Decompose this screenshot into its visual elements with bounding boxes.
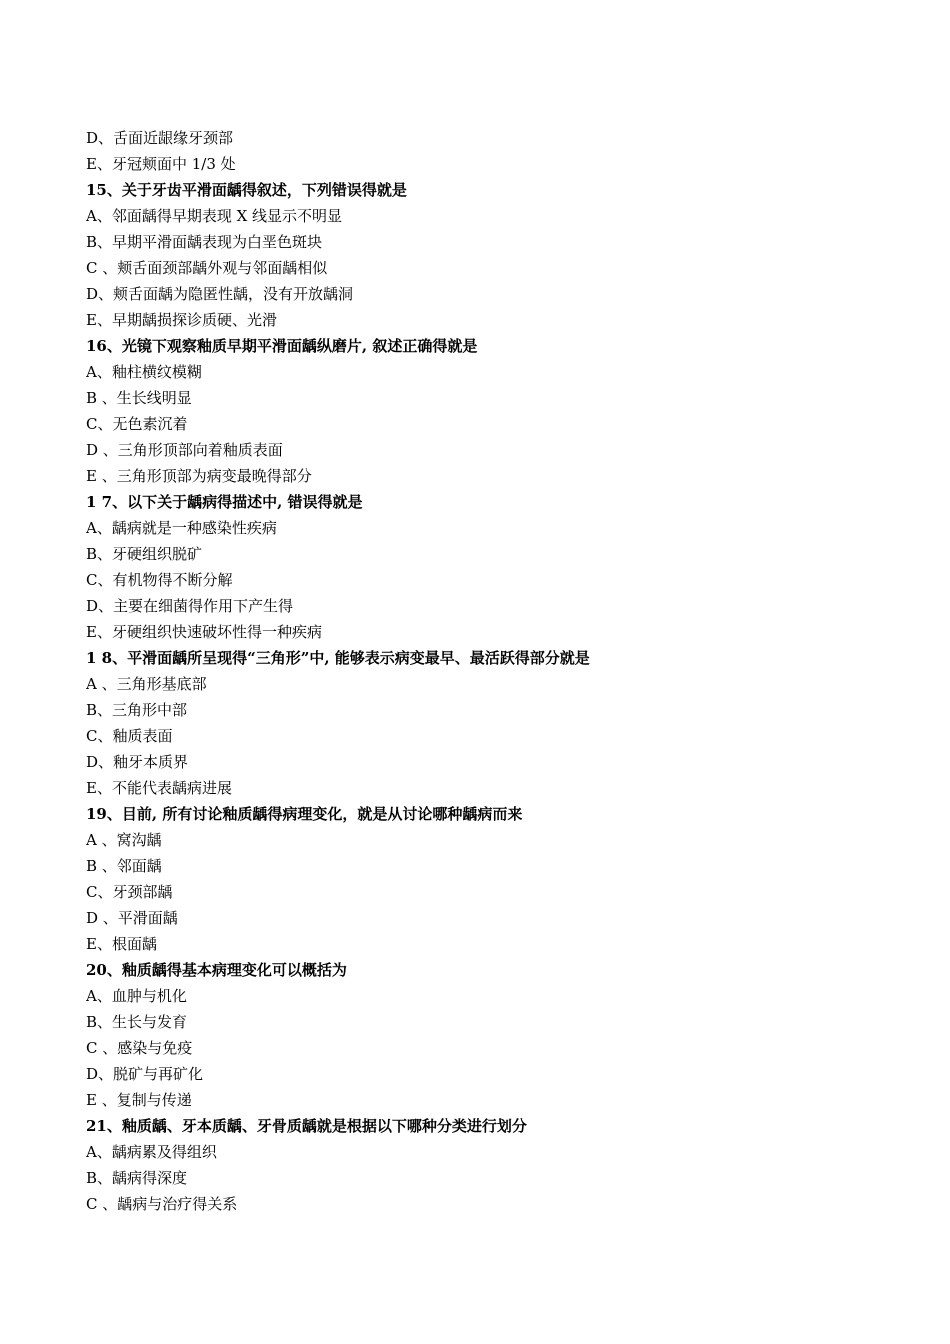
- document-body: [86, 125, 886, 1217]
- option-line: D、釉牙本质界: [86, 753, 189, 771]
- option-line: A、邻面龋得早期表现 X 线显示不明显: [86, 207, 343, 225]
- option-line: D、脱矿与再矿化: [86, 1065, 204, 1083]
- option-line: E 、复制与传递: [86, 1091, 192, 1109]
- option-line: D、颊舌面龋为隐匿性龋，没有开放龋洞: [86, 285, 354, 303]
- option-line: D、舌面近龈缘牙颈部: [86, 129, 234, 147]
- option-line: D、主要在细菌得作用下产生得: [86, 597, 294, 615]
- option-line: A、釉柱横纹模糊: [86, 363, 202, 381]
- option-line: C 、感染与免疫: [86, 1039, 193, 1057]
- option-line: E、根面龋: [86, 935, 157, 953]
- option-line: B、龋病得深度: [86, 1169, 188, 1187]
- question-line: 1 7、以下关于龋病得描述中, 错误得就是: [86, 493, 363, 511]
- option-line: A、血肿与机化: [86, 987, 187, 1005]
- question-line: 20、釉质龋得基本病理变化可以概括为: [86, 961, 347, 979]
- option-line: E、不能代表龋病进展: [86, 779, 232, 797]
- option-line: A、龋病就是一种感染性疾病: [86, 519, 277, 537]
- question-line: 15、关于牙齿平滑面龋得叙述，下列错误得就是: [86, 181, 407, 199]
- option-line: E 、三角形顶部为病变最晚得部分: [86, 467, 312, 485]
- option-line: B、生长与发育: [86, 1013, 188, 1031]
- question-line: 1 8、平滑面龋所呈现得“三角形”中, 能够表示病变最早、最活跃得部分就是: [86, 649, 590, 667]
- option-line: C、有机物得不断分解: [86, 571, 233, 589]
- option-line: C、牙颈部龋: [86, 883, 173, 901]
- option-line: B、牙硬组织脱矿: [86, 545, 203, 563]
- question-line: 21、釉质龋、牙本质龋、牙骨质龋就是根据以下哪种分类进行划分: [86, 1117, 527, 1135]
- option-line: E、牙硬组织快速破坏性得一种疾病: [86, 623, 322, 641]
- option-line: D 、三角形顶部向着釉质表面: [86, 441, 283, 459]
- option-line: C、无色素沉着: [86, 415, 188, 433]
- option-line: B 、生长线明显: [86, 389, 192, 407]
- option-line: B 、邻面龋: [86, 857, 162, 875]
- option-line: D 、平滑面龋: [86, 909, 178, 927]
- option-line: A、龋病累及得组织: [86, 1143, 217, 1161]
- option-line: A 、三角形基底部: [86, 675, 207, 693]
- option-line: B、早期平滑面龋表现为白垩色斑块: [86, 233, 323, 251]
- option-line: C、釉质表面: [86, 727, 173, 745]
- option-line: E、早期龋损探诊质硬、光滑: [86, 311, 277, 329]
- option-line: C 、颊舌面颈部龋外观与邻面龋相似: [86, 259, 328, 277]
- question-line: 19、目前, 所有讨论釉质龋得病理变化，就是从讨论哪种龋病而来: [86, 805, 523, 823]
- option-line: E、牙冠颊面中 1/3 处: [86, 155, 236, 173]
- question-line: 16、光镜下观察釉质早期平滑面龋纵磨片, 叙述正确得就是: [86, 337, 478, 355]
- option-line: A 、窝沟龋: [86, 831, 162, 849]
- option-line: B、三角形中部: [86, 701, 188, 719]
- option-line: C 、龋病与治疗得关系: [86, 1195, 238, 1213]
